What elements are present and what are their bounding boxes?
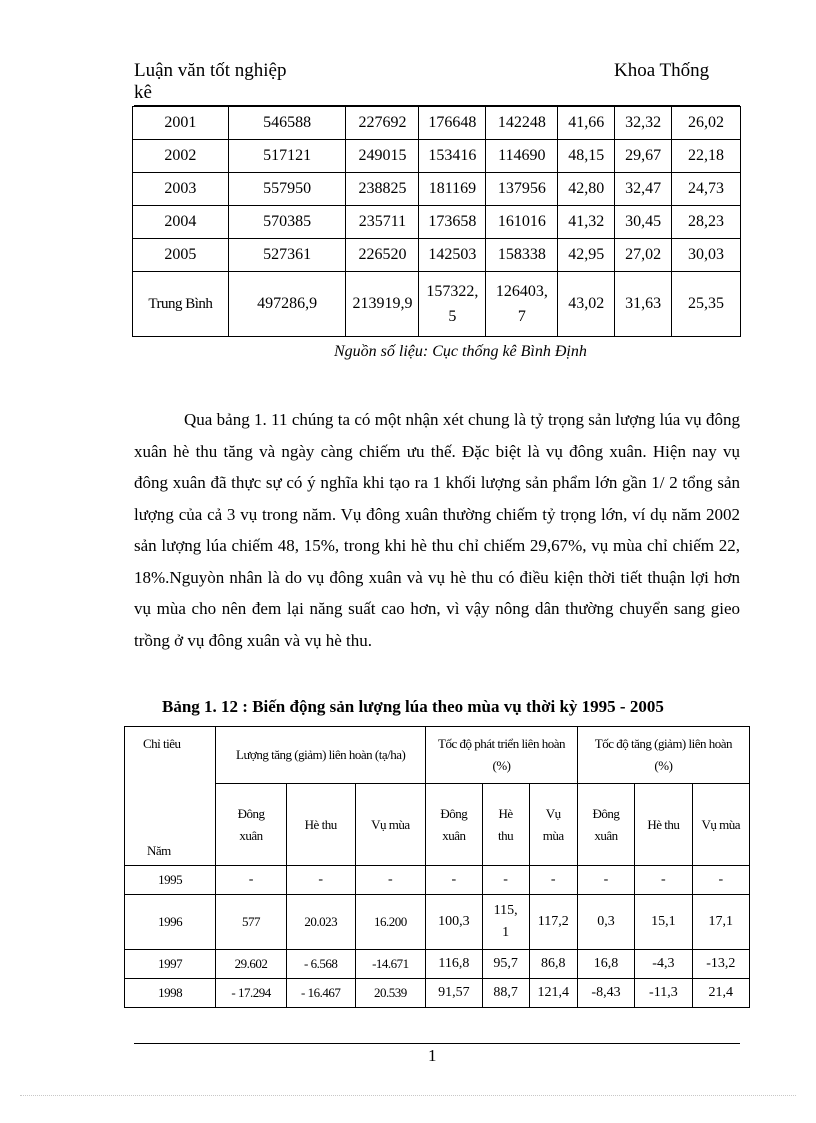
cell-line: 157322,: [426, 283, 479, 300]
table-cell: - 17.294: [216, 979, 287, 1008]
table-row: [125, 866, 750, 895]
subheader-row: [125, 784, 750, 866]
table-cell: -: [426, 866, 482, 895]
cell-line: 1: [502, 925, 510, 940]
cell-line: 5: [448, 308, 457, 325]
table-cell: 577: [216, 895, 287, 950]
subheader-cell: [482, 784, 529, 866]
subheader-line: xuân: [594, 827, 618, 843]
table-cell: 137956: [486, 173, 558, 206]
group-header: [577, 727, 749, 784]
header-title: Luận văn tốt nghiệp: [134, 60, 287, 81]
table-cell: 30,45: [615, 206, 672, 239]
table-cell: - 16.467: [286, 979, 355, 1008]
table-cell: -8,43: [577, 979, 634, 1008]
table-cell: 20.023: [286, 895, 355, 950]
table-cell: 31,63: [615, 272, 672, 337]
table-cell: 91,57: [426, 979, 482, 1008]
table-cell: 249015: [346, 140, 419, 173]
table-cell: 2005: [133, 239, 229, 272]
table-cell: 22,18: [672, 140, 741, 173]
header-right: Khoa Thống: [614, 60, 710, 81]
table-cell: Trung Bình: [133, 272, 229, 337]
table-cell: -: [529, 866, 577, 895]
table-row: [125, 895, 750, 950]
table-cell: 2001: [133, 107, 229, 140]
subheader-line: thu: [498, 827, 514, 843]
subheader-cell: Vụ mùa: [692, 784, 749, 866]
table-cell: 527361: [228, 239, 346, 272]
table-cell: -4,3: [635, 950, 692, 979]
cell-line: 126403,: [495, 283, 548, 300]
table-cell: -13,2: [692, 950, 749, 979]
table-cell: 176648: [419, 107, 486, 140]
body-paragraph: Qua bảng 1. 11 chúng ta có một nhận xét chung là tỷ trọng sản lượng lúa vụ đông xuân hè thu tăng và ngày càng chiếm ưu thế. Đặc biệt là vụ đông xuân. Hiện nay vụ đông xuân đã thực sự có ý nghĩa khi tạo ra 1 khối lượng sản phẩm lớn gần 1/ 2 tổng sản lượng của cả 3 vụ trong năm. Vụ đông xuân thường chiếm tỷ trọng lớn, ví dụ năm 2002 sản lượng lúa chiếm 48, 15%, trong khi hè thu chỉ chiếm 29,67%, vụ mùa chỉ chiếm 22, 18%.Nguyòn nhân là do vụ đông xuân và vụ hè thu có điều kiện thời tiết thuận lợi hơn vụ mùa cho nên đem lại năng suất cao hơn, vì vậy nông dân thường chuyển sang gieo trồng ở vụ đông xuân và vụ hè thu.: [134, 410, 740, 650]
table-cell: 32,32: [615, 107, 672, 140]
footer-rule: [134, 1043, 740, 1044]
table-cell: 0,3: [577, 895, 634, 950]
table-cell: 238825: [346, 173, 419, 206]
table-cell: 30,03: [672, 239, 741, 272]
header-left: [134, 60, 287, 104]
header-row: [125, 727, 750, 784]
group-header-line: Tốc độ phát triển liên hoàn: [438, 736, 565, 752]
subheader-cell: [426, 784, 482, 866]
table-row: [133, 239, 741, 272]
table-cell: -14.671: [355, 950, 426, 979]
table-cell: 181169: [419, 173, 486, 206]
table-cell: - 6.568: [286, 950, 355, 979]
page-number: 1: [428, 1046, 437, 1065]
table-cell: 32,47: [615, 173, 672, 206]
group-header-line: (%): [654, 758, 673, 774]
header-title-cont: kê: [134, 82, 152, 103]
table-cell: 41,32: [558, 206, 615, 239]
table-cell: -: [355, 866, 426, 895]
table-cell: 117,2: [529, 895, 577, 950]
table-cell: -: [635, 866, 692, 895]
table-cell: [486, 272, 558, 337]
table-cell: 1996: [125, 895, 216, 950]
group-header: [426, 727, 578, 784]
subheader-cell: Hè thu: [286, 784, 355, 866]
table-cell: 42,95: [558, 239, 615, 272]
table-cell: 142248: [486, 107, 558, 140]
table-cell: 24,73: [672, 173, 741, 206]
table-cell: 29.602: [216, 950, 287, 979]
group-header-line: Tốc độ tăng (giảm) liên hoàn: [594, 736, 733, 752]
table-cell: 161016: [486, 206, 558, 239]
subheader-cell: Vụ mùa: [355, 784, 426, 866]
production-share-table: [132, 106, 741, 337]
cell-line: 115,: [493, 903, 518, 918]
table-cell: 16,8: [577, 950, 634, 979]
table-cell: 2002: [133, 140, 229, 173]
subheader-cell: Hè thu: [635, 784, 692, 866]
table-cell: -: [482, 866, 529, 895]
table-cell: -11,3: [635, 979, 692, 1008]
table-cell: 226520: [346, 239, 419, 272]
table-cell: -: [692, 866, 749, 895]
table-cell: 41,66: [558, 107, 615, 140]
table-cell: 88,7: [482, 979, 529, 1008]
table-caption: Bảng 1. 12 : Biến động sản lượng lúa theo mùa vụ thời kỳ 1995 - 2005: [162, 697, 664, 716]
group-header-line: (%): [492, 758, 511, 774]
subheader-cell: [577, 784, 634, 866]
table-cell: 100,3: [426, 895, 482, 950]
page-edge-dots: [20, 1095, 796, 1096]
subheader-line: Vụ: [545, 805, 561, 821]
table-cell: 517121: [228, 140, 346, 173]
table-cell: 1998: [125, 979, 216, 1008]
subheader-cell: [216, 784, 287, 866]
subheader-line: Đông: [440, 805, 468, 821]
table-cell: 213919,9: [346, 272, 419, 337]
table-cell: 27,02: [615, 239, 672, 272]
subheader-line: xuân: [442, 827, 466, 843]
table-cell: 227692: [346, 107, 419, 140]
seasonal-change-table: [124, 726, 750, 1008]
table-cell: 116,8: [426, 950, 482, 979]
table-row: [133, 206, 741, 239]
subheader-line: Đông: [592, 805, 620, 821]
table-cell: 28,23: [672, 206, 741, 239]
subheader-line: Đông: [237, 805, 265, 821]
table-cell: -: [286, 866, 355, 895]
table-cell: 16.200: [355, 895, 426, 950]
table-cell: [482, 895, 529, 950]
table-cell: 235711: [346, 206, 419, 239]
table-cell: 86,8: [529, 950, 577, 979]
table-cell: 173658: [419, 206, 486, 239]
table-cell: 121,4: [529, 979, 577, 1008]
table-cell: -: [216, 866, 287, 895]
table-row: [133, 173, 741, 206]
table-row: [125, 950, 750, 979]
table-cell: 26,02: [672, 107, 741, 140]
subheader-line: mùa: [542, 827, 564, 843]
table-cell: 25,35: [672, 272, 741, 337]
table-cell: 43,02: [558, 272, 615, 337]
table-cell: 570385: [228, 206, 346, 239]
table-row: [133, 140, 741, 173]
subheader-line: xuân: [239, 827, 263, 843]
table-source: Nguồn số liệu: Cục thống kê Bình Định: [334, 343, 587, 360]
table-cell: 497286,9: [228, 272, 346, 337]
table-cell: 557950: [228, 173, 346, 206]
subheader-cell: [529, 784, 577, 866]
table-cell: 2004: [133, 206, 229, 239]
cell-line: 7: [517, 308, 526, 325]
table-row: [125, 979, 750, 1008]
table-cell: 17,1: [692, 895, 749, 950]
table-cell: 48,15: [558, 140, 615, 173]
corner-header-cell: [125, 727, 216, 866]
table-cell: 42,80: [558, 173, 615, 206]
group-header: Lượng tăng (giảm) liên hoàn (tạ/ha): [216, 727, 426, 784]
header-nam: Năm: [147, 843, 171, 858]
subheader-line: Hè: [498, 805, 513, 821]
table-cell: 20.539: [355, 979, 426, 1008]
table-cell: [419, 272, 486, 337]
table-cell: 29,67: [615, 140, 672, 173]
table-cell: 114690: [486, 140, 558, 173]
table-cell: 158338: [486, 239, 558, 272]
table-cell: 21,4: [692, 979, 749, 1008]
table-cell: 142503: [419, 239, 486, 272]
table-cell: -: [577, 866, 634, 895]
table-cell: 1995: [125, 866, 216, 895]
table-row-average: [133, 272, 741, 337]
table-cell: 546588: [228, 107, 346, 140]
header-chitieu: Chỉ tiêu: [143, 736, 181, 751]
table-row: [133, 107, 741, 140]
table-cell: 15,1: [635, 895, 692, 950]
table-cell: 2003: [133, 173, 229, 206]
table-cell: 1997: [125, 950, 216, 979]
table-cell: 95,7: [482, 950, 529, 979]
table-cell: 153416: [419, 140, 486, 173]
